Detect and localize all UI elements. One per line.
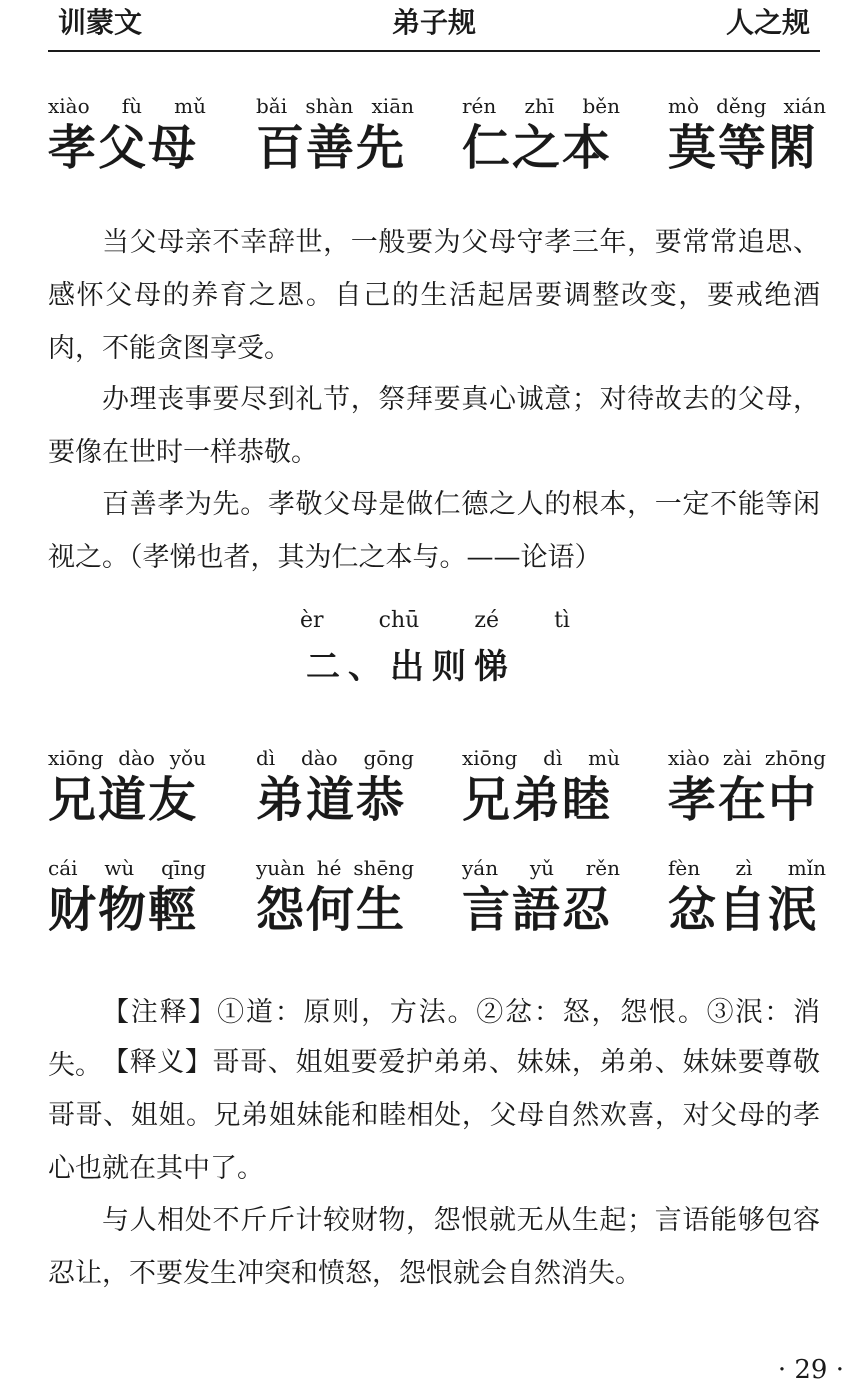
verse-phrase (48, 856, 218, 938)
pinyin-syllable: dào (300, 746, 338, 770)
pinyin-line (256, 94, 414, 118)
pinyin-line (462, 856, 620, 880)
header-section-title: 人之规 (725, 6, 810, 39)
verse-characters: 仁之本 (462, 120, 613, 176)
pinyin-syllable: xiào (668, 746, 710, 770)
verse-line-2 (48, 746, 828, 846)
verse-phrase (668, 94, 838, 176)
pinyin-syllable: xiōng (48, 746, 104, 770)
pinyin-syllable: mǔ (174, 94, 206, 118)
pinyin-syllable: tì (554, 608, 570, 633)
pinyin-syllable: cái (48, 856, 78, 880)
paragraph: 当父母亲不幸辞世，一般要为父母守孝三年，要常常追思、感怀父母的养育之恩。自己的生活起居要调整改变，要戒绝酒肉，不能贪图享受。 (48, 227, 820, 364)
pinyin-syllable: shēng (353, 856, 414, 880)
pinyin-syllable: wù (104, 856, 135, 880)
pinyin-syllable: zài (722, 746, 752, 770)
verse-characters: 言語忍 (462, 882, 613, 938)
paragraph: 办理丧事要尽到礼节，祭拜要真心诚意；对待故去的父母，要像在世时一样恭敬。 (48, 384, 820, 468)
verse-phrase (668, 856, 838, 938)
pinyin-syllable: dì (543, 746, 563, 770)
verse-phrase (48, 746, 218, 828)
pinyin-syllable: yán (462, 856, 499, 880)
verse-phrase (256, 746, 426, 828)
verse-characters: 忿自泯 (668, 882, 819, 938)
pinyin-syllable: mǐn (787, 856, 826, 880)
paragraph: 与人相处不斤斤计较财物，怨恨就无从生起；言语能够包容忍让，不要发生冲突和愤怒，怨恨就会自然消失。 (48, 1205, 820, 1289)
pinyin-syllable: rěn (585, 856, 620, 880)
pinyin-syllable: zé (474, 608, 499, 633)
header-book-title: 训蒙文 (58, 6, 143, 39)
running-header (48, 0, 820, 52)
pinyin-syllable: zì (735, 856, 753, 880)
verse-characters: 财物輕 (48, 882, 199, 938)
verse-characters: 兄弟睦 (462, 772, 613, 828)
section-title-pinyin (300, 608, 570, 634)
pinyin-line (462, 94, 620, 118)
annotation-paragraph: 【注释】①道：原则，方法。②忿：怒，怨恨。③泯：消失。 (48, 997, 820, 1081)
pinyin-line (668, 856, 826, 880)
pinyin-syllable: chū (378, 608, 420, 633)
pinyin-syllable: mò (668, 94, 700, 118)
verse-phrase (668, 746, 838, 828)
pinyin-syllable: mù (588, 746, 620, 770)
header-chapter-title: 弟子规 (391, 6, 476, 39)
verse-phrase (462, 746, 632, 828)
pinyin-syllable: běn (582, 94, 620, 118)
pinyin-syllable: fèn (668, 856, 701, 880)
pinyin-syllable: shàn (305, 94, 354, 118)
verse-phrase (256, 94, 426, 176)
pinyin-line (48, 94, 206, 118)
pinyin-line (256, 856, 414, 880)
pinyin-syllable: yǒu (169, 746, 206, 770)
pinyin-line (256, 746, 414, 770)
verse-characters: 孝父母 (48, 120, 199, 176)
pinyin-syllable: děng (716, 94, 767, 118)
pinyin-syllable: zhōng (764, 746, 826, 770)
page-number: · 29 · (777, 1355, 844, 1385)
pinyin-syllable: fù (121, 94, 143, 118)
pinyin-syllable: dào (118, 746, 155, 770)
pinyin-syllable: xián (783, 94, 826, 118)
pinyin-syllable: yǔ (529, 856, 554, 880)
verse-phrase (462, 94, 632, 176)
pinyin-syllable: xiào (48, 94, 90, 118)
verse-characters: 孝在中 (668, 772, 819, 828)
pinyin-syllable: xiān (371, 94, 414, 118)
verse-phrase (256, 856, 426, 938)
pinyin-line (462, 746, 620, 770)
verse-characters: 怨何生 (256, 882, 407, 938)
pinyin-line (48, 856, 206, 880)
verse-phrase (462, 856, 632, 938)
verse-characters: 莫等閑 (668, 120, 819, 176)
verse-line-3 (48, 856, 828, 956)
verse-phrase (48, 94, 218, 176)
pinyin-syllable: yuàn (256, 856, 305, 880)
verse-characters: 兄道友 (48, 772, 199, 828)
pinyin-line (668, 94, 826, 118)
pinyin-syllable: hé (316, 856, 342, 880)
pinyin-syllable: èr (300, 608, 324, 633)
pinyin-line (668, 746, 826, 770)
pinyin-syllable: qīng (161, 856, 206, 880)
paragraph: 百善孝为先。孝敬父母是做仁德之人的根本，一定不能等闲视之。（孝悌也者，其为仁之本与。——论语） (48, 489, 820, 573)
pinyin-syllable: bǎi (256, 94, 288, 118)
section-title: 二、出则悌 (306, 647, 516, 687)
verse-characters: 百善先 (256, 120, 407, 176)
pinyin-syllable: gōng (363, 746, 414, 770)
verse-characters: 弟道恭 (256, 772, 407, 828)
explanation-paragraph: 【释义】哥哥、姐姐要爱护弟弟、妹妹，弟弟、妹妹要尊敬哥哥、姐姐。兄弟姐妹能和睦相处，父母自然欢喜，对父母的孝心也就在其中了。 (48, 1047, 820, 1184)
pinyin-syllable: zhī (524, 94, 555, 118)
pinyin-syllable: dì (256, 746, 276, 770)
pinyin-line (48, 746, 206, 770)
pinyin-syllable: rén (462, 94, 497, 118)
pinyin-syllable: xiōng (462, 746, 518, 770)
verse-line-1 (48, 94, 828, 194)
